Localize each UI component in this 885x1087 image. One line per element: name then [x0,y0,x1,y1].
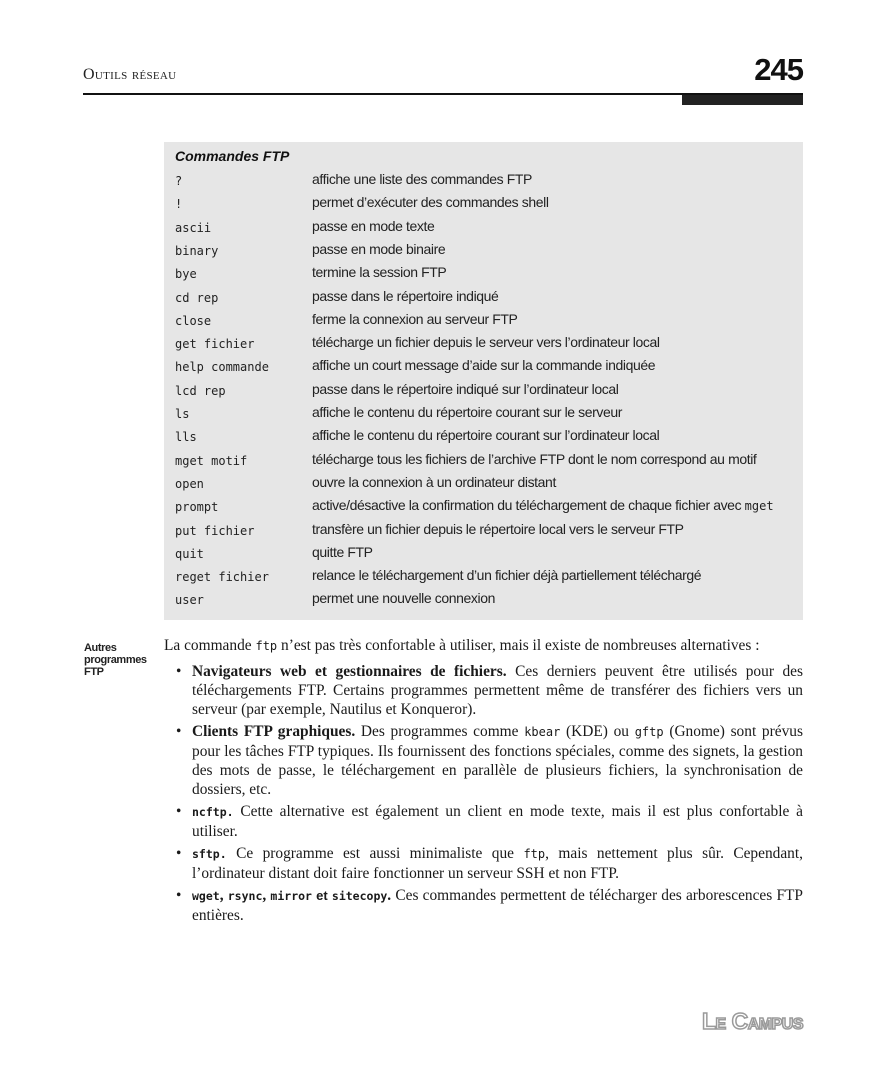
item-text: (Gnome) sont prévus pour les tâches FTP typiques. Ils fournissent des fonctions spéciales, comme des signets, la gestion des mots de passe, le téléchargement en parallèle de plusieurs fichiers, la synchronisation de dossiers, etc. [192,723,803,798]
item-lead-sep: . [387,887,392,904]
command-row [175,520,800,542]
item-lead: Clients FTP graphiques. [192,723,356,740]
intro-text: n’est pas très confortable à utiliser, mais il existe de nombreuses alternatives : [281,637,760,654]
command-row [175,496,800,518]
item-text: Ces derniers peuvent être utilisés pour des téléchargements FTP. Certains programmes permettent même de transférer des fichiers vers un serveur (par exemple, Nautilus et Konqueror). [192,663,803,718]
command-description: ferme la connexion au serveur FTP [312,310,518,327]
item-lead-code: mirror [270,889,312,903]
bullet-icon: • [176,887,182,904]
item-lead-code: sitecopy [331,889,388,903]
command-row [175,450,800,472]
intro-paragraph [164,636,803,656]
command-name: ! [175,197,183,212]
command-row [175,380,800,402]
command-description: transfère un fichier depuis le répertoire local vers le serveur FTP [312,520,684,537]
command-name: bye [175,267,197,282]
command-name: reget fichier [175,570,269,585]
command-name: lls [175,430,197,445]
command-description: passe en mode texte [312,217,435,234]
margin-note [84,642,154,678]
command-row [175,193,800,215]
bullet-icon: • [176,803,182,820]
command-description: quitte FTP [312,543,373,560]
command-description: termine la session FTP [312,264,447,281]
command-name: open [175,476,204,491]
ftp-commands-box [164,142,803,620]
item-text: Cette alternative est également un client en mode texte, mais il est plus confortable à utiliser. [192,803,803,840]
margin-note-line: programmes [84,654,147,666]
body-text [164,636,803,928]
command-name: quit [175,546,204,561]
command-row [175,310,800,332]
item-text: Des programmes comme [360,723,519,740]
command-row [175,333,800,355]
inline-code: gftp [634,725,664,739]
command-row [175,240,800,262]
margin-note-line: Autres [84,642,117,654]
command-name: ascii [175,220,212,235]
list-item [164,844,803,883]
command-description: passe dans le répertoire indiqué [312,287,499,304]
ftp-commands-box-title: Commandes FTP [175,148,290,164]
command-description: affiche une liste des commandes FTP [312,171,532,187]
item-lead-sep: , [219,887,224,904]
list-item [164,886,803,925]
command-row [175,356,800,378]
command-row [175,170,800,192]
command-name: user [175,593,204,608]
command-name: binary [175,243,219,258]
alternatives-list [164,662,803,925]
command-row [175,543,800,565]
command-description: passe en mode binaire [312,240,446,257]
header-bar [682,95,803,105]
command-description: ouvre la connexion à un ordinateur distant [312,473,556,490]
command-description: permet d’exécuter des commandes shell [312,194,549,211]
command-name: mget motif [175,453,248,468]
item-text: Ce programme est aussi minimaliste que [236,845,515,862]
command-row [175,566,800,588]
command-description [312,497,774,513]
command-name: get fichier [175,337,255,352]
bullet-icon: • [176,845,182,862]
item-text: Ces commandes permettent de télécharger des arborescences FTP entières. [192,887,803,924]
item-lead-code: wget [192,889,220,903]
intro-text: La commande [164,637,252,654]
page-number: 245 [754,52,803,87]
command-description: affiche le contenu du répertoire courant sur l’ordinateur local [312,427,660,444]
command-description: télécharge un fichier depuis le serveur vers l’ordinateur local [312,334,660,351]
item-text: , mais nettement plus sûr. Cependant, l’ordinateur distant doit faire fonctionner un serveur SSH et non FTP. [192,845,804,882]
inline-code: ftp [523,847,546,861]
publisher-logo: Le Campus [701,1008,803,1034]
command-description-code: mget [744,499,774,514]
running-title: Outils réseau [83,66,177,83]
list-item [164,722,803,799]
list-item [164,662,803,719]
command-name: lcd rep [175,383,226,398]
command-name: prompt [175,500,219,515]
command-name: help commande [175,360,269,375]
command-description: télécharge tous les fichiers de l’archive FTP dont le nom correspond au motif [312,450,757,467]
command-name: cd rep [175,290,219,305]
command-row [175,217,800,239]
command-description: affiche un court message d’aide sur la commande indiquée [312,357,656,374]
command-description: affiche le contenu du répertoire courant sur le serveur [312,404,623,420]
item-lead: Navigateurs web et gestionnaires de fichiers. [192,663,507,680]
bullet-icon: • [176,663,182,680]
item-lead-sep: et [316,888,328,903]
command-description: relance le téléchargement d’un fichier déjà partiellement téléchargé [312,567,702,584]
inline-code: kbear [524,725,561,739]
command-name: ? [175,174,183,188]
command-row [175,287,800,309]
command-name: ls [175,407,190,421]
bullet-icon: • [176,723,182,740]
command-description: passe dans le répertoire indiqué sur l’ordinateur local [312,380,619,397]
item-lead-sep: , [262,887,267,904]
item-text: (KDE) ou [566,723,629,740]
command-row [175,263,800,285]
command-row [175,589,800,611]
margin-note-line: FTP [84,666,104,678]
command-row [175,426,800,448]
list-item [164,802,803,841]
command-row [175,403,800,425]
command-row [175,473,800,495]
command-name: close [175,313,212,328]
inline-code: ftp [255,639,278,653]
item-lead-code: rsync [227,889,263,903]
command-name: put fichier [175,523,255,538]
item-lead-code: sftp. [192,847,227,861]
command-description: permet une nouvelle connexion [312,590,495,607]
command-description-text: active/désactive la confirmation du téléchargement de chaque fichier avec [312,497,742,514]
item-lead-code: ncftp. [192,805,234,819]
